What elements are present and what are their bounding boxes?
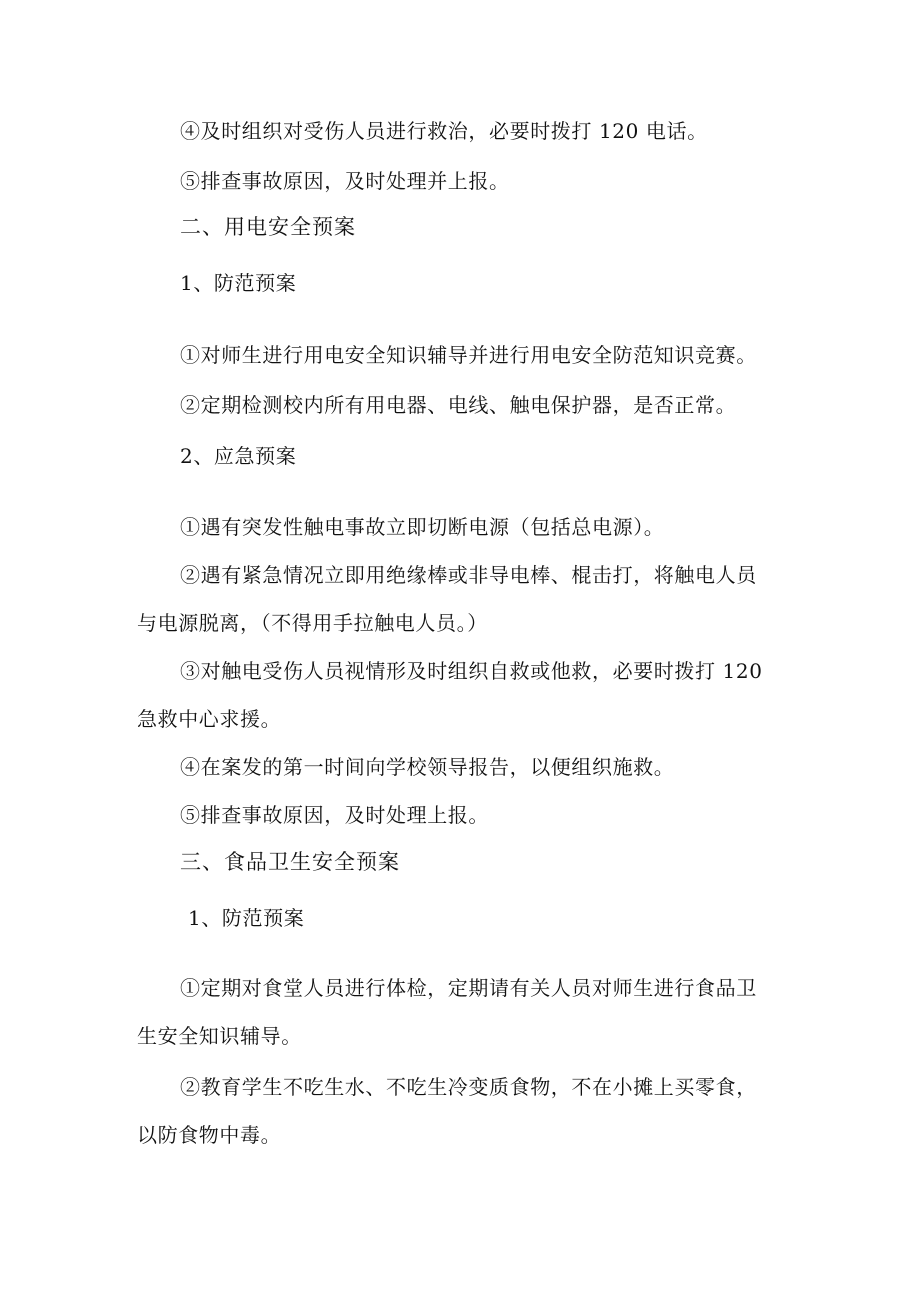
subsection-heading: 2、应急预案	[180, 444, 297, 468]
paragraph-line: ①定期对食堂人员进行体检，定期请有关人员对师生进行食品卫	[180, 976, 757, 1000]
paragraph-line: 生安全知识辅导。	[137, 1024, 302, 1048]
paragraph-line: 以防食物中毒。	[137, 1123, 282, 1147]
paragraph-line: ③对触电受伤人员视情形及时组织自救或他救，必要时拨打 120	[180, 659, 763, 683]
paragraph-line: ②遇有紧急情况立即用绝缘棒或非导电棒、棍击打，将触电人员	[180, 563, 757, 587]
subsection-heading: 1、防范预案	[188, 906, 305, 930]
paragraph-line: ⑤排查事故原因，及时处理上报。	[180, 803, 489, 827]
paragraph-line: ④及时组织对受伤人员进行救治，必要时拨打 120 电话。	[180, 119, 708, 143]
section-heading: 三、食品卫生安全预案	[180, 850, 400, 874]
subsection-heading: 1、防范预案	[180, 271, 297, 295]
paragraph-line: ①对师生进行用电安全知识辅导并进行用电安全防范知识竞赛。	[180, 343, 757, 367]
paragraph-line: 与电源脱离，（不得用手拉触电人员。）	[137, 611, 488, 635]
paragraph-line: ②教育学生不吃生水、不吃生冷变质食物，不在小摊上买零食，	[180, 1075, 757, 1099]
paragraph-line: ②定期检测校内所有用电器、电线、触电保护器，是否正常。	[180, 393, 737, 417]
section-heading: 二、用电安全预案	[180, 215, 356, 239]
paragraph-line: ④在案发的第一时间向学校领导报告，以便组织施救。	[180, 755, 675, 779]
paragraph-line: ⑤排查事故原因，及时处理并上报。	[180, 169, 510, 193]
paragraph-line: 急救中心求援。	[137, 707, 282, 731]
paragraph-line: ①遇有突发性触电事故立即切断电源（包括总电源）。	[180, 515, 665, 539]
